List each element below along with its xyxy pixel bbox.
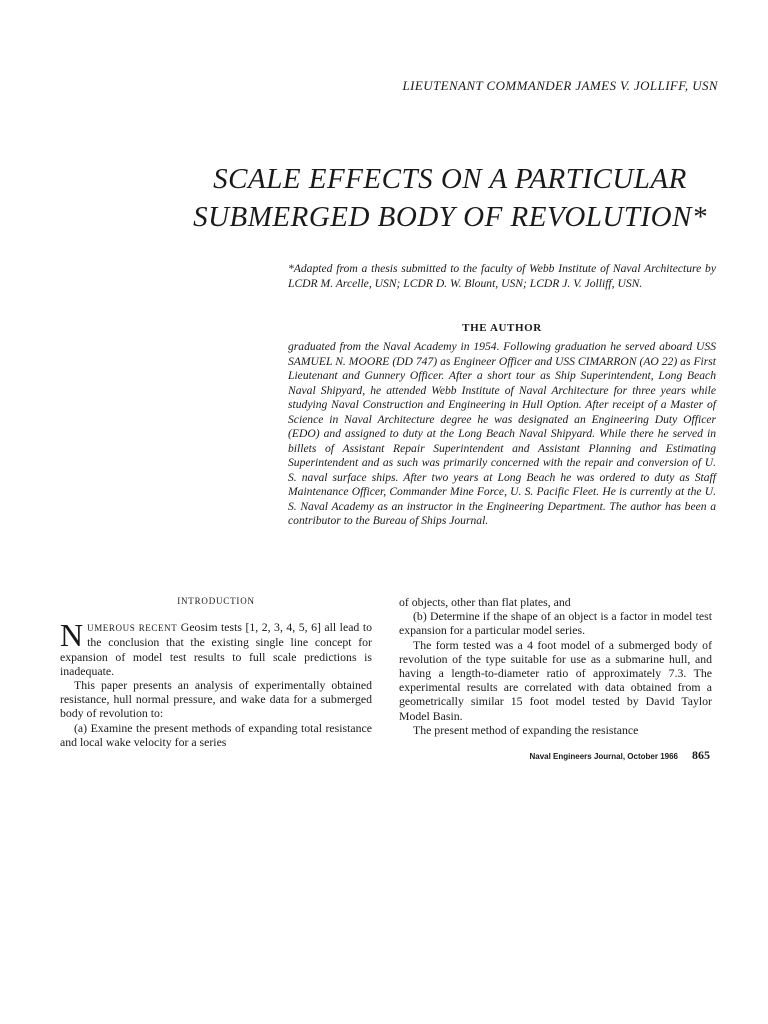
title-line-1: SCALE EFFECTS ON A PARTICULAR <box>213 163 687 195</box>
drop-cap: N <box>60 617 84 654</box>
author-bio: graduated from the Naval Academy in 1954. Following graduation he served aboard USS SAMUEL N. MOORE (DD 747) as Engineer Officer and USS CIMARRON (AO 22) as First Lieutenant and Gunnery Officer. After a short tour as Ship Superintendent, Long Beach Naval Shipyard, he attended Webb Institute of Naval Architecture for three years while studying Naval Construction and Engineering in Hull Option. After receipt of a Master of Science in Naval Architecture degree he was designated an Engineering Duty Officer (EDO) and assigned to duty at the Long Beach Naval Shipyard. While there he served in billets of Assistant Repair Superintendent and Assistant Planning and Estimating Superintendent and as such was primarily concerned with the repair and conversion of U. S. naval surface ships. After two years at Long Beach he was ordered to duty as Staff Maintenance Officer, Commander Mine Force, U. S. Pacific Fleet. He is currently at the U. S. Naval Academy as an instructor in the Engineering Department. The author has been a contributor to the Bureau of Ships Journal. <box>288 340 716 527</box>
page-footer <box>529 748 710 763</box>
lead-in-smallcaps: UMEROUS RECENT <box>87 623 178 634</box>
intro-paragraph-1-text: Geosim tests [1, 2, 3, 4, 5, 6] all lead to the conclusion that the existing single line concept for expansion of model test results to full scale predictions is inadequate. <box>60 620 372 678</box>
article-title <box>170 160 730 236</box>
page-number: 865 <box>692 748 710 762</box>
intro-paragraph-1 <box>60 617 372 678</box>
intro-paragraph-2: This paper presents an analysis of experimentally obtained resistance, hull normal pressure, and wake data for a submerged body of revolution to: <box>60 678 372 721</box>
intro-paragraph-4: of objects, other than flat plates, and <box>399 595 571 609</box>
intro-paragraph-7: The present method of expanding the resistance <box>413 722 639 737</box>
title-line-2: SUBMERGED BODY OF REVOLUTION* <box>193 201 707 233</box>
intro-paragraph-6: The form tested was a 4 foot model of a submerged body of revolution of the type suitable for use as a submarine hull, and having a length-to-diameter ratio of approximately 7.3. The experimental results are correlated with data obtained from a geometrically similar 15 foot model tested by David Taylor Model Basin. <box>399 637 712 723</box>
introduction-heading: INTRODUCTION <box>177 596 255 606</box>
journal-citation: Naval Engineers Journal, October 1966 <box>529 752 678 761</box>
body-column-left <box>60 594 372 749</box>
intro-paragraph-3: (a) Examine the present methods of expanding total resistance and local wake velocity for a series <box>60 720 372 749</box>
intro-paragraph-5: (b) Determine if the shape of an object is a factor in model test expansion for a particular model series. <box>399 609 712 638</box>
title-footnote: *Adapted from a thesis submitted to the faculty of Webb Institute of Naval Architecture by LCDR M. Arcelle, USN; LCDR D. W. Blount, USN; LCDR J. V. Jolliff, USN. <box>288 262 716 290</box>
body-column-right <box>399 595 712 737</box>
author-byline: LIEUTENANT COMMANDER JAMES V. JOLLIFF, USN <box>402 78 718 93</box>
author-section-heading: THE AUTHOR <box>462 322 542 334</box>
